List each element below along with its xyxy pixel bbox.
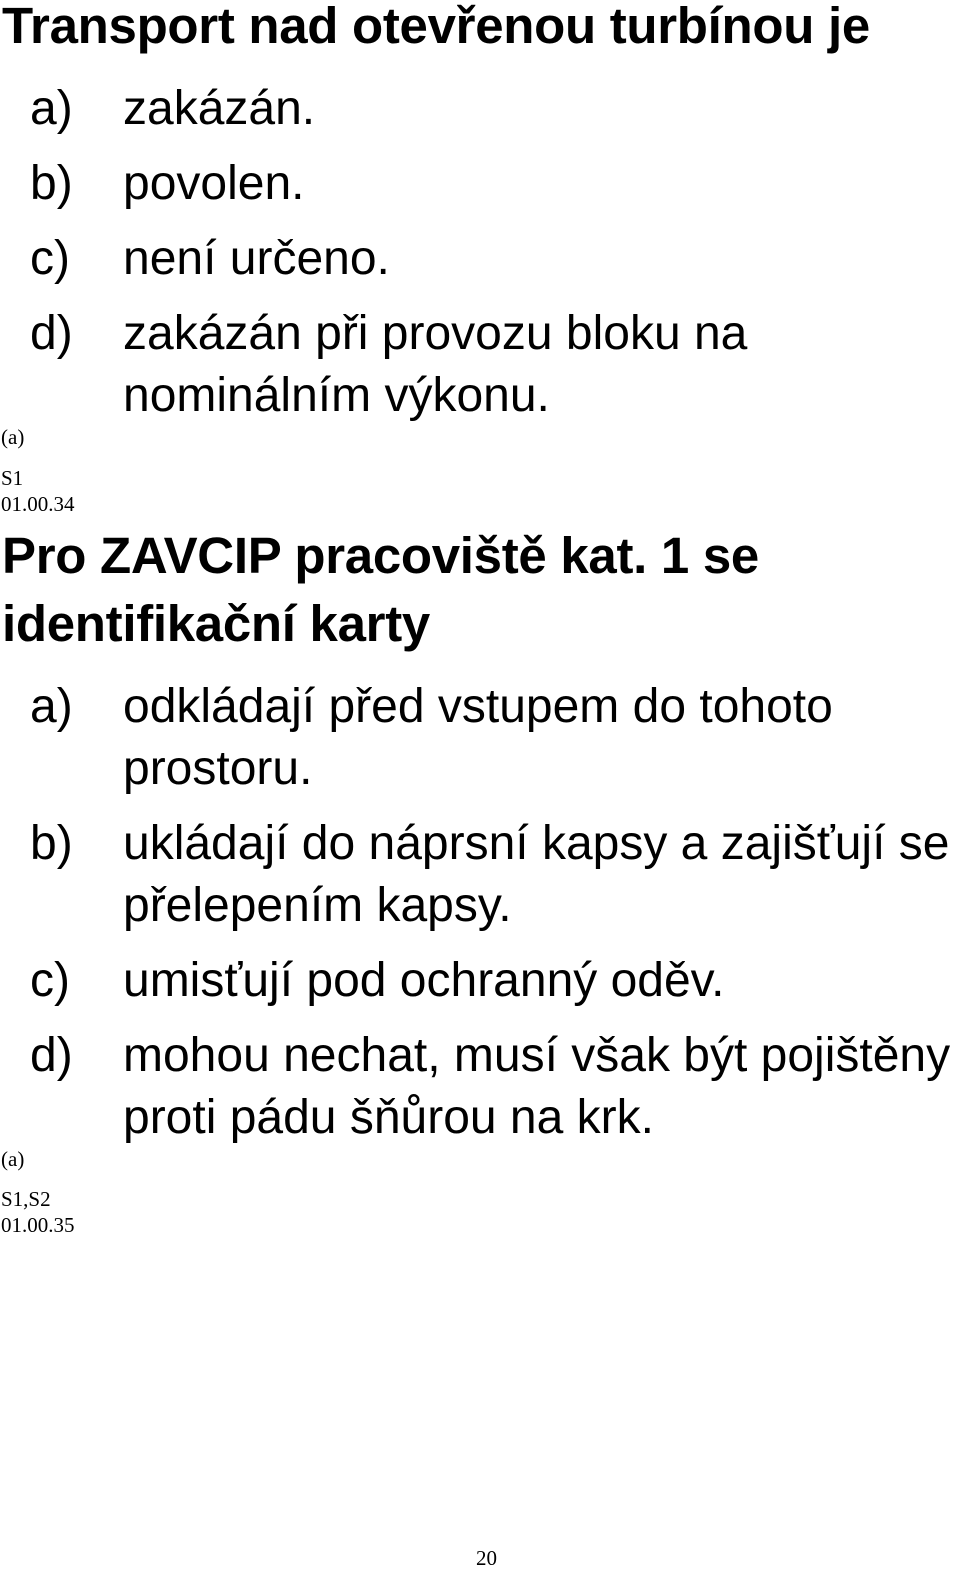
option-text: ukládají do náprsní kapsy a zajišťují se přelepením kapsy. [123,817,950,932]
option-letter: b) [30,157,73,210]
option-text: není určeno. [123,232,390,285]
question-2-title: Pro ZAVCIP pracoviště kat. 1 se identifikační karty [2,527,759,652]
question-2-answer: (a) [1,1147,25,1171]
question-2-category: S1,S2 [1,1187,51,1211]
option-letter: c) [30,954,70,1007]
question-1-title: Transport nad otevřenou turbínou je [2,0,870,54]
option-letter: d) [30,1029,73,1082]
question-1-code: 01.00.34 [1,492,75,516]
option-letter: a) [30,680,73,733]
option-text: zakázán. [123,82,316,135]
page-number: 20 [476,1546,497,1570]
option-text: povolen. [123,157,305,210]
option-text: zakázán při provozu bloku na nominálním výkonu. [123,307,748,422]
option-letter: c) [30,232,70,285]
option-text: umisťují pod ochranný oděv. [123,954,725,1007]
question-1-category: S1 [1,466,24,490]
option-letter: a) [30,82,73,135]
option-text: mohou nechat, musí však být pojištěny proti pádu šňůrou na krk. [123,1029,951,1144]
option-letter: b) [30,817,73,870]
question-1-answer: (a) [1,425,25,449]
option-letter: d) [30,307,73,360]
question-2-code: 01.00.35 [1,1213,75,1237]
option-text: odkládají před vstupem do tohoto prostoru. [123,680,833,795]
